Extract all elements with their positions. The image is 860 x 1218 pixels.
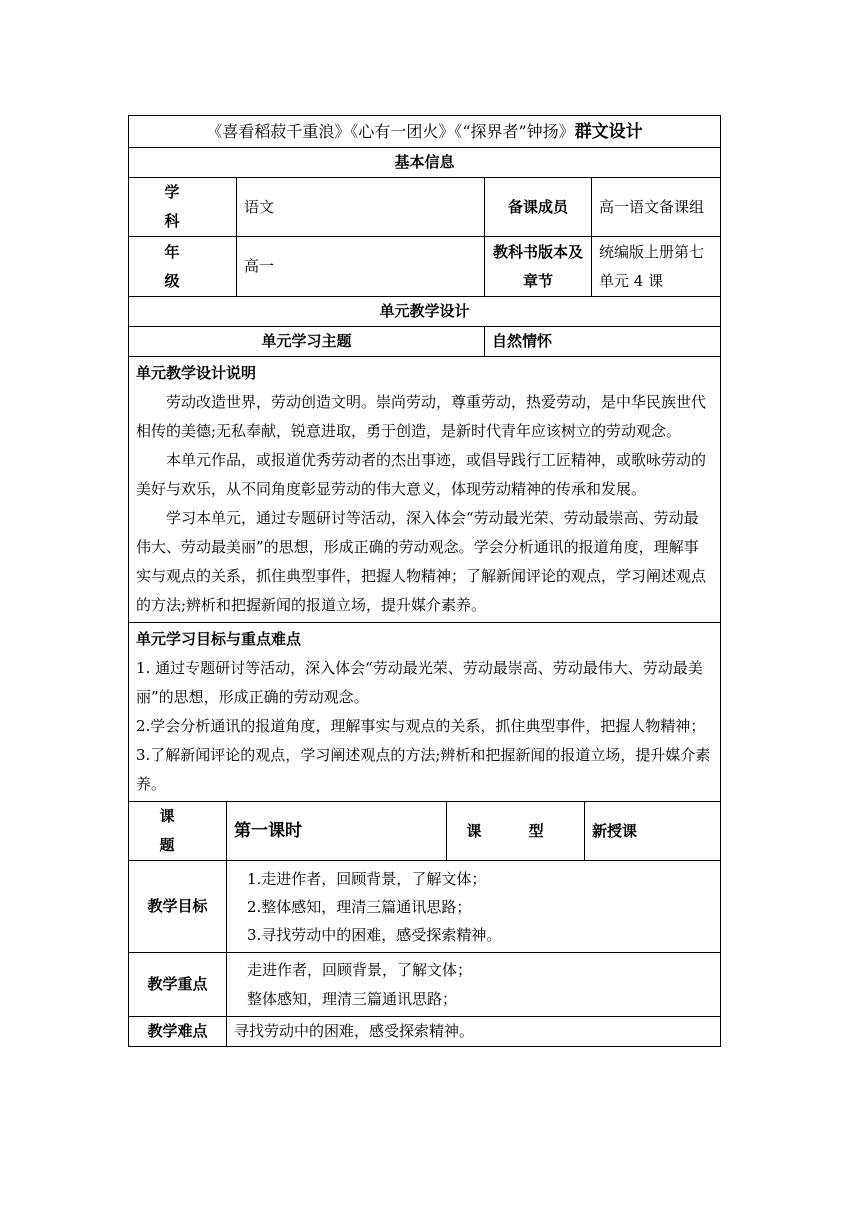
difficult-value: 寻找劳动中的困难，感受探索精神。 xyxy=(227,1017,721,1047)
goal-item: 1. 通过专题研讨等活动，深入体会“劳动最光荣、劳动最崇高、劳动最伟大、劳动最美丽”的思想，形成正确的劳动观念。 xyxy=(136,659,703,706)
grade-label: 年 级 xyxy=(129,237,237,297)
goal-item: 3.了解新闻评论的观点，学习阐述观点的方法;辨析和把握新闻的报道立场，提升媒介素养。 xyxy=(136,746,711,793)
subject-value: 语文 xyxy=(237,178,485,237)
design-note-cell xyxy=(129,357,721,623)
theme-label: 单元学习主题 xyxy=(129,327,485,357)
textbook-label: 教科书版本及章节 xyxy=(485,237,592,297)
title-tail: 群文设计 xyxy=(574,121,643,142)
objective-item: 1.走进作者，回顾背景，了解文体； xyxy=(247,869,487,888)
lesson-plan-document xyxy=(128,115,720,1047)
title-row xyxy=(129,116,721,148)
key-label: 教学重点 xyxy=(129,953,227,1017)
design-paragraph: 劳动改造世界，劳动创造文明。崇尚劳动，尊重劳动，热爱劳动，是中华民族世代相传的美德;无私奉献，锐意进取，勇于创造，是新时代青年应该树立的劳动观念。 xyxy=(136,393,707,440)
lesson-label: 课 题 xyxy=(129,802,227,861)
type-label: 课 型 xyxy=(447,802,585,861)
members-label: 备课成员 xyxy=(485,178,592,237)
goal-item: 2.学会分析通讯的报道角度，理解事实与观点的关系，抓住典型事件，把握人物精神； xyxy=(136,717,706,735)
objectives-cell xyxy=(227,861,721,953)
lesson-table xyxy=(128,801,721,1047)
grade-value: 高一 xyxy=(237,237,485,297)
objective-item: 2.整体感知，理清三篇通讯思路； xyxy=(247,897,472,916)
type-value: 新授课 xyxy=(585,802,721,861)
difficult-label: 教学难点 xyxy=(129,1017,227,1047)
objectives-label: 教学目标 xyxy=(129,861,227,953)
theme-value: 自然情怀 xyxy=(485,327,721,357)
members-value: 高一语文备课组 xyxy=(592,178,721,237)
unit-design-header: 单元教学设计 xyxy=(129,297,721,327)
design-paragraph: 本单元作品，或报道优秀劳动者的杰出事迹，或倡导践行工匠精神，或歌咏劳动的美好与欢乐，从不同角度彰显劳动的伟大意义，体现劳动精神的传承和发展。 xyxy=(136,451,707,498)
subject-label: 学 科 xyxy=(129,178,237,237)
key-point-item: 走进作者，回顾背景，了解文体； xyxy=(247,960,473,979)
key-point-item: 整体感知，理清三篇通讯思路； xyxy=(247,989,458,1008)
key-points-cell xyxy=(227,953,721,1017)
goals-cell xyxy=(129,623,721,802)
document-title xyxy=(129,116,721,148)
basic-info-header: 基本信息 xyxy=(129,148,721,178)
lesson-plan-table xyxy=(128,115,721,802)
design-paragraph: 学习本单元，通过专题研讨等活动，深入体会“劳动最光荣、劳动最崇高、劳动最伟大、劳动最美丽”的思想，形成正确的劳动观念。学会分析通讯的报道角度，理解事实与观点的关系，抓住典型事件，把握人物精神；了解新闻评论的观点，学习阐述观点的方法;辨析和把握新闻的报道立场，提升媒介素养。 xyxy=(136,509,707,614)
title-main: 《喜看稻菽千重浪》《心有一团火》《“探界者”钟扬》 xyxy=(206,121,575,141)
goals-title: 单元学习目标与重点难点 xyxy=(136,630,302,648)
design-note-title: 单元教学设计说明 xyxy=(136,364,257,382)
objective-item: 3.寻找劳动中的困难，感受探索精神。 xyxy=(247,925,502,944)
textbook-value: 统编版上册第七单元 4 课 xyxy=(592,237,721,297)
lesson-value: 第一课时 xyxy=(227,802,447,861)
